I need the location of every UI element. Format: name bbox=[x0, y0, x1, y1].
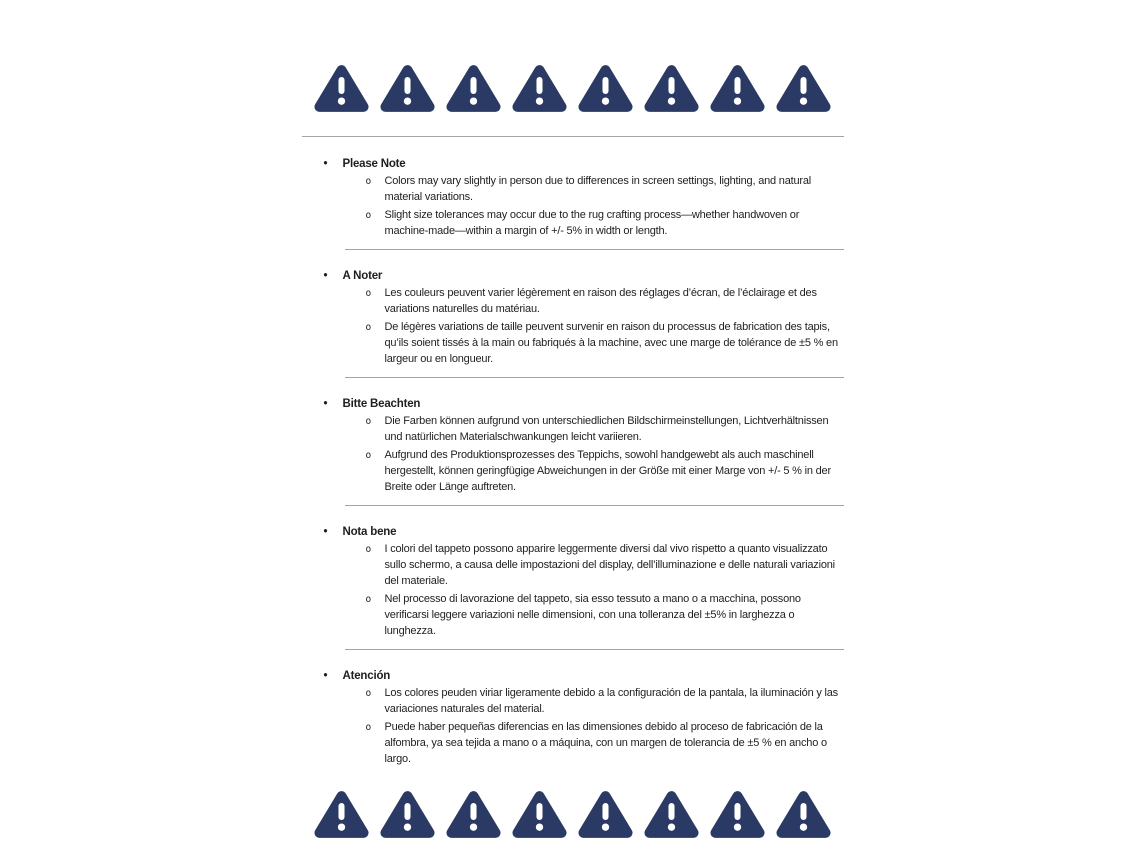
warning-triangle-icon bbox=[644, 788, 699, 841]
note-item-text: De légères variations de taille peuvent survenir en raison du processus de fabrication des tapis, qu’ils soient tissés à la main ou fabriqués à la machine, avec une marge de tolérance de ±5 % en largeur ou en longueur. bbox=[384, 321, 838, 365]
circle-bullet-icon: o bbox=[365, 322, 372, 333]
note-item-text: Slight size tolerances may occur due to the rug crafting process—whether handwoven or machine-made—within a margin of +/- 5% in width or length. bbox=[384, 209, 800, 237]
note-item bbox=[302, 591, 844, 639]
note-section bbox=[302, 396, 844, 495]
warning-triangle-icon bbox=[446, 62, 501, 115]
note-item bbox=[302, 685, 844, 717]
note-item bbox=[302, 719, 844, 767]
note-section bbox=[302, 668, 844, 767]
bullet-icon: • bbox=[323, 526, 328, 538]
note-item bbox=[302, 319, 844, 367]
note-item bbox=[302, 413, 844, 445]
note-item-text: I colori del tappeto possono apparire leggermente diversi dal vivo rispetto a quanto visualizzato sullo schermo, a causa delle impostazioni del display, dell’illuminazione e delle naturali variazioni del materiale. bbox=[384, 543, 835, 587]
warning-triangle-icon bbox=[710, 62, 765, 115]
warning-triangle-icon bbox=[644, 62, 699, 115]
section-heading: Bitte Beachten bbox=[342, 398, 421, 410]
bullet-icon: • bbox=[323, 670, 328, 682]
section-heading: Nota bene bbox=[342, 526, 397, 538]
note-section bbox=[302, 268, 844, 367]
section-heading: Please Note bbox=[342, 158, 406, 170]
warning-triangle-icon bbox=[710, 788, 765, 841]
warning-triangle-icon bbox=[578, 62, 633, 115]
section-heading-row bbox=[302, 268, 844, 284]
section-heading: Atención bbox=[342, 670, 391, 682]
note-item-text: Puede haber pequeñas diferencias en las dimensiones debido al proceso de fabricación de la alfombra, ya sea tejida a mano o a máquina, con un margen de tolerancia de ±5 % en ancho o largo. bbox=[384, 721, 827, 765]
section-divider bbox=[345, 249, 844, 250]
section-heading-row bbox=[302, 668, 844, 684]
note-section bbox=[302, 524, 844, 639]
top-divider bbox=[302, 136, 844, 137]
note-item-text: Aufgrund des Produktionsprozesses des Teppichs, sowohl handgewebt als auch maschinell hergestellt, können geringfügige Abweichungen in der Größe mit einer Marge von +/- 5 % in der Breite oder Länge auftreten. bbox=[384, 449, 831, 493]
notes-sections bbox=[302, 156, 844, 767]
warning-triangle-icon bbox=[578, 788, 633, 841]
note-item-text: Los colores peuden viriar ligeramente debido a la configuración de la pantala, la iluminación y las variaciones naturales del material. bbox=[384, 687, 838, 715]
note-item bbox=[302, 447, 844, 495]
section-heading-row bbox=[302, 396, 844, 412]
warning-row-bottom bbox=[302, 788, 844, 841]
circle-bullet-icon: o bbox=[365, 544, 372, 555]
warning-triangle-icon bbox=[446, 788, 501, 841]
note-item bbox=[302, 207, 844, 239]
circle-bullet-icon: o bbox=[365, 416, 372, 427]
section-heading: A Noter bbox=[342, 270, 383, 282]
circle-bullet-icon: o bbox=[365, 450, 372, 461]
note-item-text: Nel processo di lavorazione del tappeto, sia esso tessuto a mano o a macchina, possono verificarsi leggere variazioni nelle dimensioni, con una tolleranza del ±5% in larghezza o lunghezza. bbox=[384, 593, 801, 637]
section-divider bbox=[345, 377, 844, 378]
bullet-icon: • bbox=[323, 158, 328, 170]
note-section bbox=[302, 156, 844, 239]
circle-bullet-icon: o bbox=[365, 288, 372, 299]
section-heading-row bbox=[302, 156, 844, 172]
warning-triangle-icon bbox=[512, 62, 567, 115]
circle-bullet-icon: o bbox=[365, 722, 372, 733]
note-item-text: Colors may vary slightly in person due to differences in screen settings, lighting, and natural material variations. bbox=[384, 175, 812, 203]
circle-bullet-icon: o bbox=[365, 594, 372, 605]
circle-bullet-icon: o bbox=[365, 210, 372, 221]
bullet-icon: • bbox=[323, 270, 328, 282]
note-item bbox=[302, 541, 844, 589]
warning-triangle-icon bbox=[314, 62, 369, 115]
note-item-text: Die Farben können aufgrund von unterschiedlichen Bildschirmeinstellungen, Lichtverhältnissen und natürlichen Materialschwankungen leicht variieren. bbox=[384, 415, 829, 443]
warning-triangle-icon bbox=[776, 62, 831, 115]
note-item bbox=[302, 285, 844, 317]
document-column bbox=[302, 0, 844, 841]
warning-row-top bbox=[302, 62, 844, 115]
warning-triangle-icon bbox=[512, 788, 567, 841]
warning-triangle-icon bbox=[380, 62, 435, 115]
circle-bullet-icon: o bbox=[365, 688, 372, 699]
section-divider bbox=[345, 649, 844, 650]
section-divider bbox=[345, 505, 844, 506]
section-heading-row bbox=[302, 524, 844, 540]
note-item bbox=[302, 173, 844, 205]
bullet-icon: • bbox=[323, 398, 328, 410]
circle-bullet-icon: o bbox=[365, 176, 372, 187]
warning-triangle-icon bbox=[776, 788, 831, 841]
warning-triangle-icon bbox=[380, 788, 435, 841]
note-item-text: Les couleurs peuvent varier légèrement en raison des réglages d’écran, de l’éclairage et des variations naturelles du matériau. bbox=[384, 287, 817, 315]
warning-triangle-icon bbox=[314, 788, 369, 841]
